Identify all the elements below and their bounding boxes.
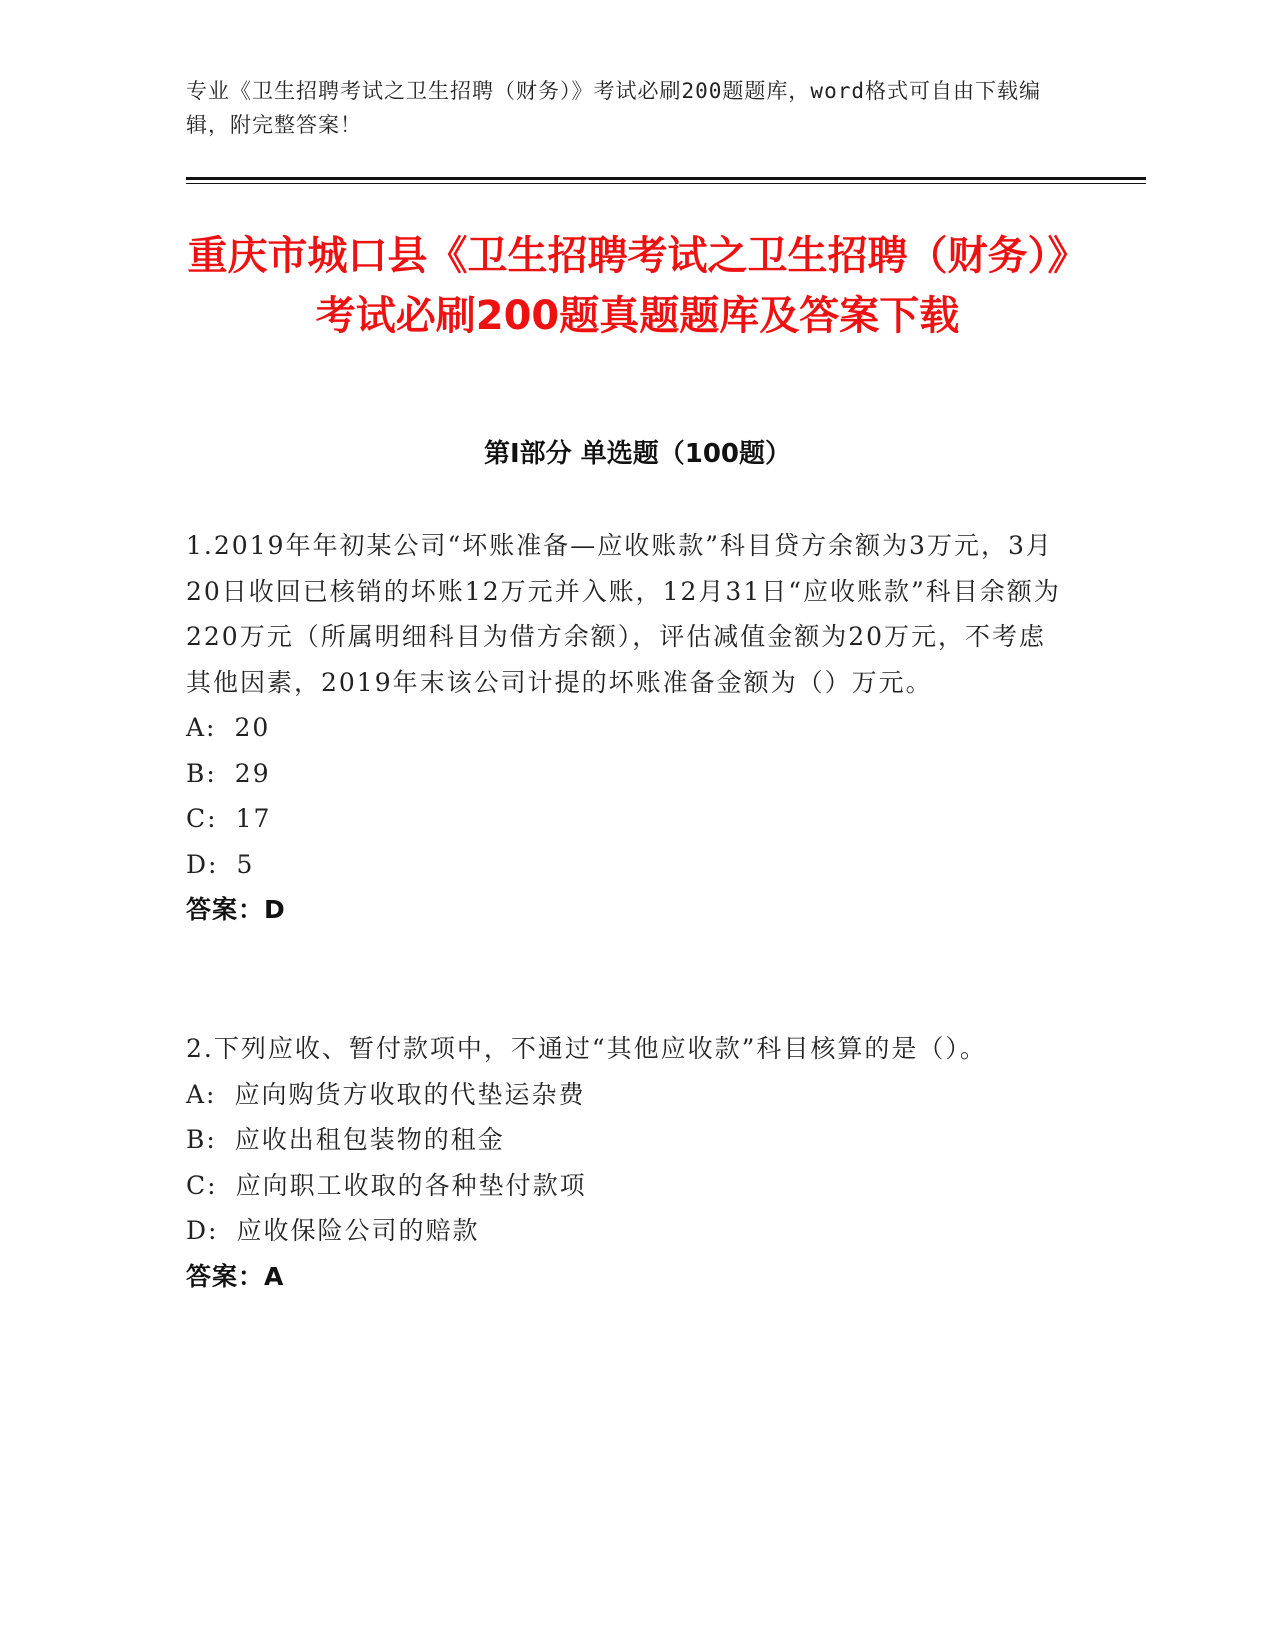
option-text: 应收保险公司的赔款 [236, 1216, 480, 1245]
section-heading: 第Ⅰ部分 单选题（100题） [484, 439, 791, 469]
answer-label: 答案：A [186, 1261, 285, 1291]
option-key: C: [186, 804, 218, 833]
option-d [186, 842, 1066, 888]
header-note: 专业《卫生招聘考试之卫生招聘（财务）》考试必刷200题题库，word格式可自由下载编辑，附完整答案！ [186, 79, 1041, 137]
option-text: 17 [235, 804, 272, 833]
header-divider-thin [186, 183, 1146, 184]
option-d [186, 1208, 1066, 1254]
question-stem: 2.下列应收、暂付款项中，不通过“其他应收款”科目核算的是（）。 [186, 1034, 987, 1063]
option-text: 应向购货方收取的代垫运杂费 [234, 1079, 586, 1109]
option-key: C: [186, 1170, 218, 1200]
option-text: 5 [236, 849, 255, 879]
option-key: D: [186, 1216, 219, 1245]
option-c [186, 1163, 1066, 1209]
option-a [186, 705, 1066, 751]
option-key: A: [186, 1079, 217, 1109]
option-text: 20 [234, 713, 271, 742]
option-a [186, 1072, 1066, 1118]
header-divider-thick [186, 177, 1146, 180]
option-key: B: [186, 1125, 217, 1154]
option-key: D: [186, 849, 219, 879]
option-text: 应收出租包装物的租金 [234, 1125, 505, 1154]
question-stem: 1.2019年年初某公司“坏账准备—应收账款”科目贷方余额为3万元，3月20日收回已核销的坏账12万元并入账，12月31日“应收账款”科目余额为220万元（所属明细科目为借方余额），评估减值金额为20万元，不考虑其他因素，2019年末该公司计提的坏账准备金额为（）万元。 [186, 531, 1061, 697]
option-text: 29 [234, 758, 271, 788]
document-title: 重庆市城口县《卫生招聘考试之卫生招聘（财务）》考试必刷200题真题题库及答案下载 [187, 233, 1088, 339]
option-c [186, 796, 1066, 842]
question-1 [186, 523, 1066, 933]
option-key: B: [186, 758, 217, 788]
option-b [186, 751, 1066, 797]
option-key: A: [186, 713, 217, 742]
answer-label: 答案：D [186, 895, 286, 924]
option-b [186, 1117, 1066, 1163]
question-2 [186, 1026, 1066, 1299]
option-text: 应向职工收取的各种垫付款项 [235, 1170, 587, 1200]
